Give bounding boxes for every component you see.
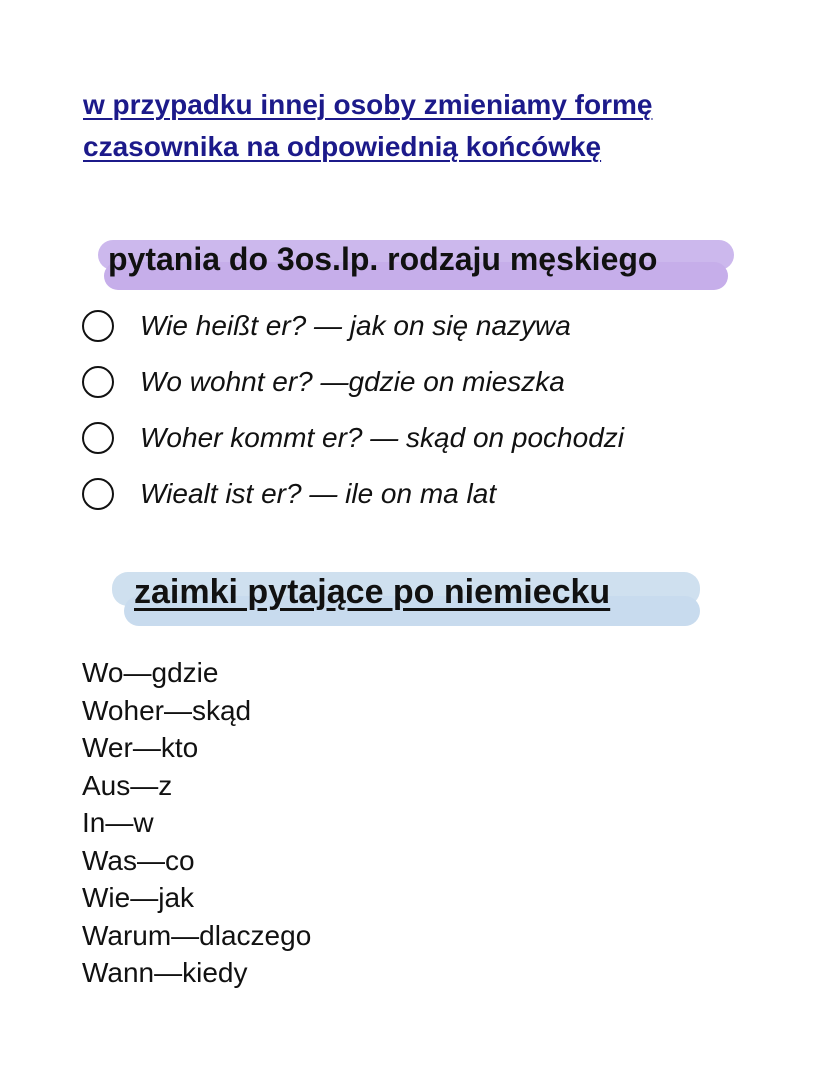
vocabulary-list <box>82 654 311 992</box>
circle-bullet-icon[interactable] <box>82 422 114 454</box>
vocab-item: Aus—z <box>82 769 173 801</box>
intro-note: w przypadku innej osoby zmieniamy formę czasownika na odpowiednią końcówkę <box>83 89 653 162</box>
question-text: Wie heißt er? — jak on się nazywa <box>140 310 571 341</box>
question-item <box>82 466 624 522</box>
vocab-item: In—w <box>82 807 154 838</box>
circle-bullet-icon[interactable] <box>82 478 114 510</box>
question-text: Wo wohnt er? —gdzie on mieszka <box>140 366 565 397</box>
question-item <box>82 410 624 466</box>
section-heading-questions <box>98 236 734 296</box>
section-title: pytania do 3os.lp. rodzaju męskiego <box>108 241 658 277</box>
question-text: Woher kommt er? — skąd on pochodzi <box>140 422 624 453</box>
vocab-item: Wo—gdzie <box>82 657 219 688</box>
section-heading-pronouns <box>112 566 700 630</box>
circle-bullet-icon[interactable] <box>82 366 114 398</box>
vocab-item: Wann—kiedy <box>82 957 248 988</box>
section-title: zaimki pytające po niemiecku <box>134 573 611 611</box>
question-item <box>82 298 624 354</box>
vocab-item: Warum—dlaczego <box>82 919 312 951</box>
vocab-item: Woher—skąd <box>82 694 252 726</box>
vocab-item: Wer—kto <box>82 732 199 763</box>
circle-bullet-icon[interactable] <box>82 310 114 342</box>
vocab-item: Wie—jak <box>82 882 195 913</box>
question-text: Wiealt ist er? — ile on ma lat <box>140 478 497 509</box>
question-list <box>82 298 624 522</box>
question-item <box>82 354 624 410</box>
vocab-item: Was—co <box>82 844 195 876</box>
